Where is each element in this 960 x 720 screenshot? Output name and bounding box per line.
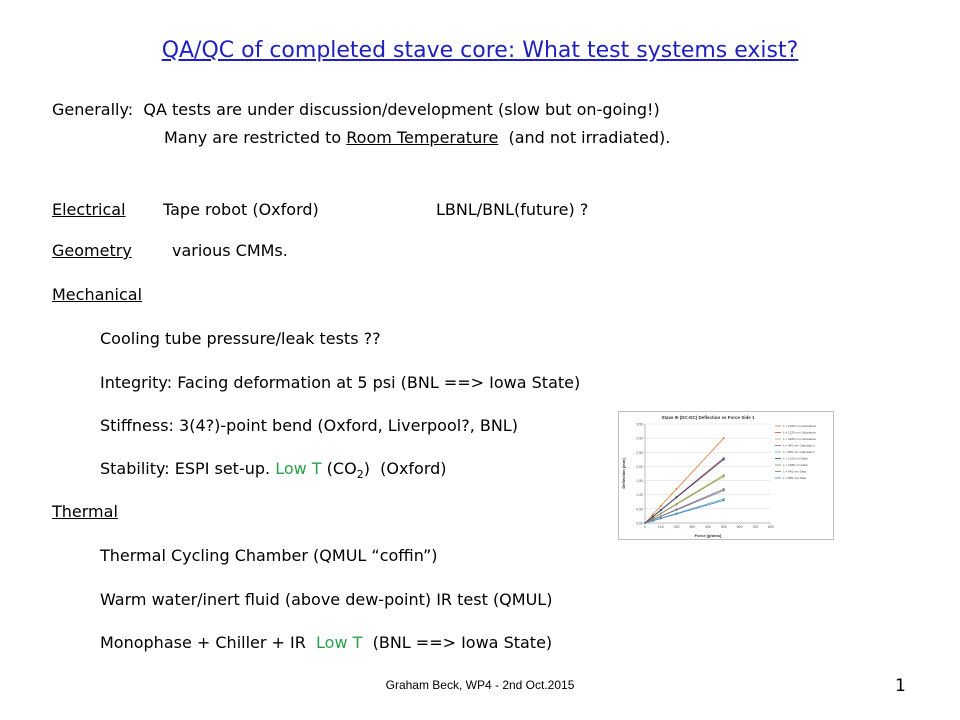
stability-pre: Stability: ESPI set-up. [100,459,271,478]
room-temperature-text: Room Temperature [346,128,499,147]
general-line [52,100,660,119]
chart-y-tick: 3.00 [636,436,643,441]
chart-point [676,513,678,515]
chart-point [652,520,654,522]
general-text: QA tests are under discussion/development (slow but on-going!) [143,100,660,119]
chart-svg [619,412,833,539]
electrical-text-2: LBNL/BNL(future) ? [436,200,589,219]
deflection-chart [618,411,834,540]
chart-x-tick: 0 [644,525,646,529]
chart-x-label: Force [grams] [694,533,722,538]
geometry-label: Geometry [52,241,132,260]
thermal-3-low-t: Low T [316,633,363,652]
chart-legend-label: L = 1225 mm Data [783,456,808,461]
electrical-text-1: Tape robot (Oxford) [163,200,319,219]
thermal-item-1: Thermal Cycling Chamber (QMUL “coffin”) [100,546,438,565]
mechanical-line [52,285,142,304]
general-cont-post: (and not irradiated). [508,128,671,147]
chart-point [676,503,678,505]
chart-y-tick: 3.50 [636,422,643,427]
chart-x-tick: 200 [673,525,680,529]
geometry-line [52,241,132,260]
chart-y-tick: 1.00 [636,493,643,498]
chart-y-tick: 2.00 [636,464,643,469]
chart-x-tick: 300 [689,525,696,529]
mechanical-label: Mechanical [52,285,143,304]
chart-x-tick: 800 [768,525,774,529]
chart-x-tick: 500 [720,525,727,529]
thermal-3-post: (BNL ==> Iowa State) [372,633,553,652]
electrical-label: Electrical [52,200,126,219]
chart-point [723,458,725,460]
chart-y-tick: 1.50 [636,479,643,484]
thermal-line [52,502,118,521]
chart-point [676,488,678,490]
chart-series-line [645,490,724,523]
mech-stiffness: Stiffness: 3(4?)-point bend (Oxford, Liverpool?, BNL) [100,416,518,435]
mech-stability [100,459,447,481]
footer: Graham Beck, WP4 - 2nd Oct.2015 [385,678,575,692]
chart-x-tick: 600 [736,525,743,529]
chart-point [676,509,678,511]
chart-y-tick: 0.00 [636,521,643,526]
chart-point [676,497,678,499]
page-number: 1 [895,676,906,696]
chart-legend-label: L = 805 mm Calculation [783,450,815,455]
mech-integrity: Integrity: Facing deformation at 5 psi (BNL ==> Iowa State) [100,373,581,392]
electrical-line [52,200,126,219]
chart-point [723,437,725,439]
chart-point [660,505,662,507]
chart-legend-label: L = 1225 mm Calculation [783,430,817,435]
chart-y-tick: 0.50 [636,507,643,512]
chart-legend-label: L = 1085 mm Calculation [783,437,817,442]
chart-x-tick: 700 [752,525,759,529]
chart-point [660,509,662,511]
chart-series-line [645,476,724,523]
thermal-item-3 [100,633,552,652]
geometry-text: various CMMs. [172,241,288,260]
chart-y-tick: 2.50 [636,450,643,455]
general-label: Generally: [52,100,134,119]
chart-series-line [645,500,724,523]
chart-legend-label: L = 945 mm Data [783,469,806,474]
chart-title: Stave III (DC-DC) Deflection vs Force Side 1 [661,415,755,420]
chart-legend-label: L = 805 mm Data [783,476,806,481]
chart-point [652,514,654,516]
general-continuation [164,128,670,147]
chart-legend-label: L = 945 mm Calculation [783,443,815,448]
thermal-label: Thermal [52,502,118,521]
chart-x-tick: 100 [657,525,664,529]
stability-low-t: Low T [275,459,322,478]
chart-series-line [645,459,724,523]
thermal-3-pre: Monophase + Chiller + IR [100,633,306,652]
chart-y-label: Deflection [mm] [621,458,626,489]
chart-legend-label: L = 1355 mm Calculation [783,424,817,429]
chart-point [723,475,725,477]
chart-point [660,517,662,519]
stability-post: (Oxford) [380,459,447,478]
chart-x-tick: 400 [705,525,711,529]
mech-cooling: Cooling tube pressure/leak tests ?? [100,329,381,348]
chart-point [644,522,646,524]
chart-point [723,499,725,501]
thermal-item-2: Warm water/inert fluid (above dew-point) IR test (QMUL) [100,590,553,609]
chart-point [660,515,662,517]
stability-co2: $(CO_2)$ [326,459,370,482]
slide-title: QA/QC of completed stave core: What test systems exist? [161,38,799,63]
general-cont-pre: Many are restricted to [164,128,342,147]
chart-point [660,513,662,515]
chart-point [723,489,725,491]
chart-legend-label: L = 1085 mm Data [783,463,808,468]
